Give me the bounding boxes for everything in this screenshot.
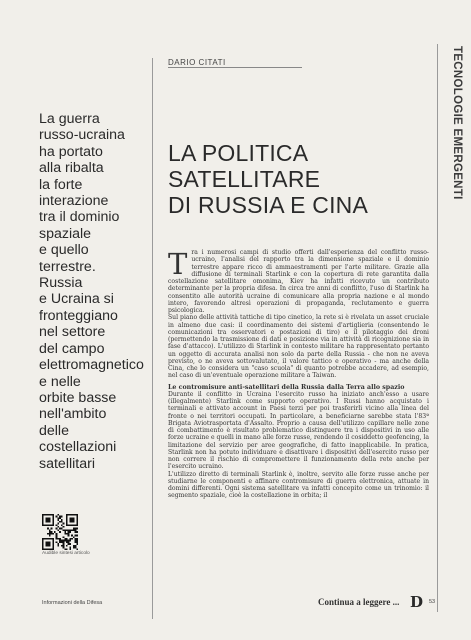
pullquote-line: e quello bbox=[39, 242, 89, 259]
author-divider bbox=[168, 67, 302, 68]
subheading: Le contromisure anti-satellitari della Russia dalla Terra allo spazio bbox=[168, 383, 405, 391]
body-paragraph: Sul piano delle attività tattiche di tipo cinetico, la rete si è rivelata un asset cruciale in almeno due casi: il coordinamento dei sistemi d'artiglieria (consentendo le comunicazioni tra osservatori e postazioni di tiro) e il pilotaggio dei droni (permettendo la trasmissione di dati e posizione via in attività di ricognizione sia in fase d'attacco). L'utilizzo di Starlink in contesto militare ha rappresentato pertanto un oggetto di accurata analisi non solo da parte della Russia - che non ne aveva previsto, o ne aveva sottovalutato, il valore tattico e operativo - ma anche della Cina, che lo considera un "caso scuola" di quanto potrebbe accadere, ad esempio, nel caso di un'eventuale operazione militare a Taiwan. bbox=[168, 314, 429, 380]
author-name: DARIO CITATI bbox=[168, 58, 226, 67]
magazine-logo: D bbox=[410, 593, 424, 611]
drop-cap: T bbox=[168, 249, 188, 281]
pullquote-line: costellazioni bbox=[39, 439, 117, 456]
pullquote-line: ha portato bbox=[39, 143, 103, 160]
title-line: LA POLITICA bbox=[168, 140, 309, 166]
body-paragraph: ra i numerosi campi di studio offerti dall'esperienza del conflitto russo-ucraino, l'analisi del rapporto tra la dimensione spaziale e il dominio terrestre appare ricco di ammaestramenti per l'arte militare. Grazie alla diffusione di terminali Starlink e con la copertura di rete garantita dalla costellazione satellitare omonima, Kiev ha infatti ricevuto un contributo determinante per la propria difesa. In circa tre anni di conflitto, l'uso di Starlink ha consentito alle autorità ucraine di comunicare alla propria nazione e al mondo intero, favorendo altresì operazioni di propaganda, reclutamento e guerra psicologica. bbox=[168, 249, 429, 314]
pullquote-line: Russia bbox=[39, 275, 83, 292]
pullquote-line: alla ribalta bbox=[39, 160, 104, 177]
pullquote-line: interazione bbox=[39, 193, 109, 210]
section-label: TECNOLOGIE EMERGENTI bbox=[451, 46, 463, 200]
qr-caption: Audible sintesi articolo bbox=[42, 551, 90, 556]
title-line: DI RUSSIA E CINA bbox=[168, 192, 369, 218]
article-body bbox=[168, 249, 429, 583]
pullquote-line: del campo bbox=[39, 340, 105, 357]
pullquote-line: delle bbox=[39, 422, 69, 439]
footer-source: Informazioni della Difesa bbox=[42, 600, 103, 606]
pullquote-line: russo-ucraina bbox=[39, 127, 125, 144]
pullquote-line: satellitari bbox=[39, 455, 95, 472]
column-divider bbox=[152, 58, 153, 619]
continue-reading-link[interactable]: Continua a leggere ... bbox=[318, 597, 400, 607]
body-paragraph: L'utilizzo diretto di terminali Starlink è, inoltre, servito alle forze russe anche per studiarne le componenti e affinare contromisure di guerra elettronica, attuate in domini differenti. Ogni sistema satellitare va infatti concepito come un trinomio: il segmento spaziale, cioè la costellazione in orbita; il bbox=[168, 470, 429, 500]
pullquote-line: tra il dominio bbox=[39, 209, 120, 226]
title-line: SATELLITARE bbox=[168, 166, 321, 192]
pullquote-line: e nelle bbox=[39, 373, 81, 390]
pullquote bbox=[39, 111, 149, 472]
pullquote-line: la forte bbox=[39, 176, 83, 193]
pullquote-line: e Ucraina si bbox=[39, 291, 114, 308]
pullquote-line: nel settore bbox=[39, 324, 106, 341]
body-paragraph: Durante il conflitto in Ucraina l'esercito russo ha iniziato anch'esso a usare (illegalmente) Starlink come supporto operativo. I Russi hanno acquistato i terminali e attivato account in Paesi terzi per poi trasferirli vicino alla linea del fronte o nei territori occupati. In particolare, a beneficiarne sarebbe stata l'83ª Brigata Aviotrasportata d'Assalto. Proprio a causa dell'utilizzo capillare nelle zone di combattimento è risultato problematico distinguere tra i dispositivi in uso alle forze ucraine e quelli in mano alle forze russe, rendendo il cosiddetto geofencing, la limitazione del servizio per aree geografiche, di fatto inapplicabile. In pratica, Starlink non ha potuto individuare e disattivare i dispositivi dell'esercito russo per non correre il rischio di compromettere il funzionamento della rete anche per l'esercito ucraino. bbox=[168, 390, 429, 471]
page-number: 53 bbox=[429, 599, 436, 605]
pullquote-line: orbite basse bbox=[39, 389, 117, 406]
pullquote-line: nell'ambito bbox=[39, 406, 107, 423]
pullquote-line: spaziale bbox=[39, 225, 92, 242]
pullquote-line: La guerra bbox=[39, 111, 100, 127]
qr-code-icon[interactable] bbox=[42, 514, 78, 550]
pullquote-line: fronteggiano bbox=[39, 307, 118, 324]
pullquote-line: elettromagnetico bbox=[39, 357, 144, 374]
section-divider bbox=[437, 44, 438, 612]
pullquote-line: terrestre. bbox=[39, 258, 96, 275]
article-title bbox=[168, 140, 430, 218]
